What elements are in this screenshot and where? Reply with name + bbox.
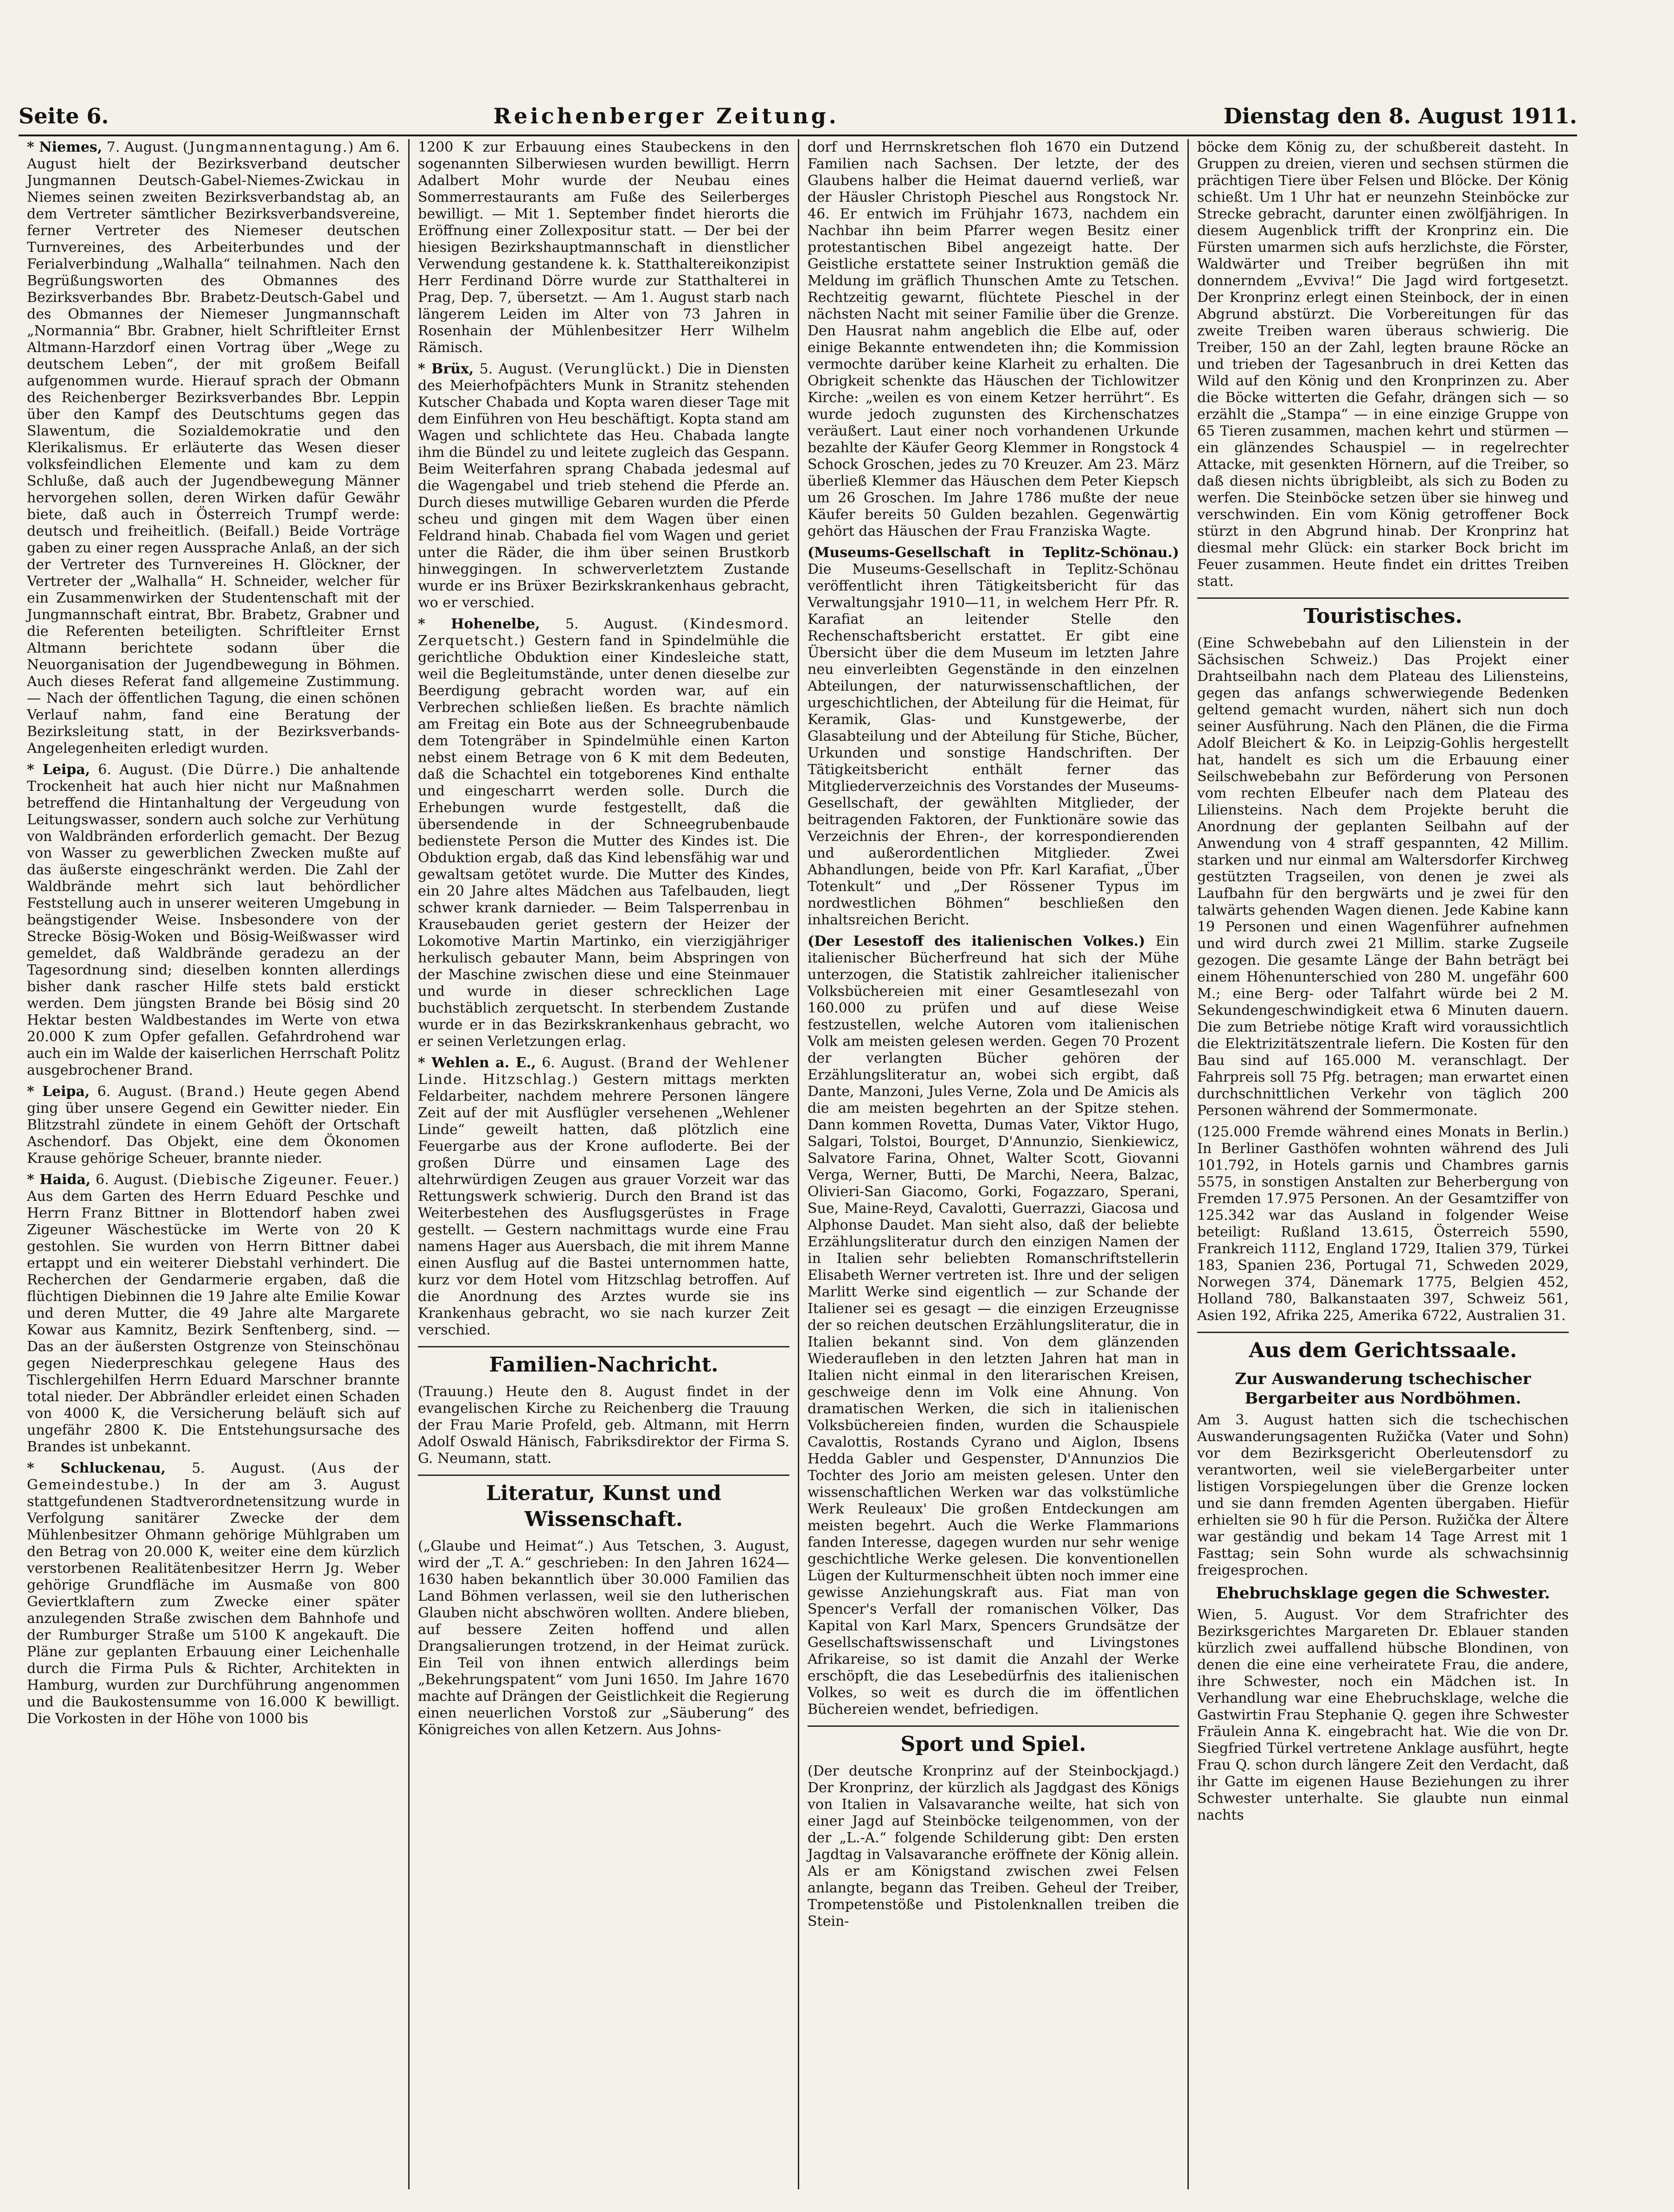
- item-text: Ein italienischer Bücherfreund hat sich der Mühe unterzogen, die Statistik zahlreicher italienischer Volksbüchereien mit einer Gesamtlesezahl von 160.000 zu prüfen und auf diese Weise festzustellen, welche Autoren vom italienischen Volk am meisten gelesen werden. Gegen 70 Prozent der verlangten Bücher gehören der Erzählungsliteratur an, wobei sich ergibt, daß Dante, Manzoni, Jules Verne, Zola und De Amicis als die am meisten begehrten an der Spitze stehen. Dann kommen Rovetta, Dumas Vater, Viktor Hugo, Salgari, Tolstoi, Bourget, D'Annunzio, Sienkiewicz, Salvatore Farina, Ohnet, Walter Scott, Giovanni Verga, Werner, Butti, De Marchi, Neera, Balzac, Olivieri-San Giacomo, Gorki, Fogazzaro, Sperani, Sue, Maine-Reyd, Cavalotti, Guerrazzi, Giacosa und Alphonse Daudet. Man sieht also, daß der beliebte Erzählungsliteratur durch den einzigen Namen der in Italien sehr beliebten Romanschriftstellerin Elisabeth Werner vertreten ist. Ihre und der seligen Marlitt Werke sind eigentlich — zur Schande der Italiener sei es gesagt — die einzigen Erzeugnisse der so reichen deutschen Erzählungsliteratur, die in Italien bekannt sind. Von dem glänzenden Wiederaufleben in den letzten Jahren hat man in Italien nicht einmal in den literarischen Kreisen, geschweige denn im Volk eine Ahnung. Von dramatischen Werken, die sich in italienischen Volksbüchereien finden, wurden die Schauspiele Cavalottis, Rostands Cyrano und Aiglon, Ibsens Hedda Gabler und Gespenster, D'Annunzios Die Tochter des Jorio am meisten gelesen. Unter den wissenschaftlichen Werken war das volkstümliche Werk Reuleaux' Die großen Entdeckungen am meisten begehrt. Auch die Werke Flammarions fanden Interesse, dagegen wurden nur sehr wenige geschichtliche Werke gelesen. Die konventionellen Lügen der Kulturmenschheit übten noch immer eine gewisse Anziehungskraft aus. Fiat man von Spencer's Verfall der romanischen Völker, Das Kapital von Karl Marx, Spencers Grundsätze der Gesellschaftswissenschaft und Livingstones Afrikareise, so ist damit die Anzahl der Werke erschöpft, die das Lesebedürfnis des italienischen Volkes, so weit es durch die im öffentlichen Büchereien wendet, befriedigen.: [808, 933, 1179, 1718]
- page-number: Seite 6.: [19, 103, 109, 128]
- court-subhead-2: Ehebruchsklage gegen die Schwester.: [1216, 1584, 1550, 1603]
- dateline-place: * Haida,: [27, 1172, 91, 1188]
- dateline-date: 6. August.: [97, 1084, 173, 1100]
- page-header: [19, 97, 1577, 136]
- item-text: Aus dem Garten des Herrn Eduard Peschke und Herrn Franz Bittner in Blottendorf haben zwei Zigeuner Wäschestücke im Werte von 20 K gestohlen. Sie wurden von Herrn Bittner dabei ertappt und ein weiterer Diebstahl verhindert. Die Recherchen der Gendarmerie ergaben, daß die flüchtigen Diebinnen die 19 Jahre alte Emilie Kowar und deren Mutter, die 49 Jahre alte Margarete Kowar aus Kamnitz, Bezirk Senftenberg, sind. — Das an der äußersten Ostgrenze von Steinschönau gegen Niederpreschkau gelegene Haus des Tischlergehilfen Herrn Eduard Marschner brannte total nieder. Der Abbrändler erleidet einen Schaden von 4000 K, die Versicherung beläuft sich auf ungefähr 2800 K. Die Entstehungsursache des Brandes ist unbekannt.: [27, 1188, 400, 1455]
- issue-date: Dienstag den 8. August 1911.: [1223, 103, 1577, 128]
- court-item-2: Wien, 5. August. Vor dem Strafrichter des Bezirksgerichtes Margareten Dr. Eblauer standen kürzlich zwei auffallend hübsche Blondinen, von denen die eine eine verheiratete Frau, die andere, ihre Schwester, noch ein Mädchen ist. In Verhandlung war eine Ehebruchsklage, welche die Gastwirtin Frau Stephanie Q. gegen ihre Schwester Fräulein Anna K. eingebracht hat. Wie die von Dr. Siegfried Türkel vertretene Anklage ausführt, hegte Frau Q. schon durch längere Zeit den Verdacht, daß ihr Gatte im eigenen Hause Beziehungen zu ihrer Schwester unterhalte. Sie glaubte nun einmal nachts: [1197, 1607, 1569, 1823]
- item-text: Gestern mittags merkten Feldarbeiter, nachdem mehrere Personen längere Zeit auf der mit Ausflügler versehenen „Wehlener Linde“ geweilt hatten, daß plötzlich eine Feuergarbe aus der Krone aufloderte. Bei der großen Dürre und einsamen Lage des altehrwürdigen Zeugen aus grauer Vorzeit war das Rettungswerk schwierig. Durch den Brand ist das Weiterbestehen des Ausflugsgerüstes in Frage gestellt. — Gestern nachmittags wurde eine Frau namens Hager aus Auersbach, die mit ihrem Manne einen Ausflug auf die Bastei unternommen hatte, kurz vor dem Hotel vom Hitzschlag betroffen. Auf die Anordnung des Arztes wurde sie ins Krankenhaus gebracht, wo sie nach kurzer Zeit verschied.: [418, 1071, 789, 1338]
- dateline-date: 5. August.: [565, 616, 658, 632]
- column-1: [19, 139, 408, 2189]
- item-text: Gestern fand in Spindelmühle die gerichtliche Obduktion einer Kindesleiche statt, weil die Begleitumstände, unter denen dieselbe zur Beerdigung gebracht worden war, auf ein Verbrechen schließen ließen. Es brachte nämlich am Freitag ein Bote aus der Schneegrubenbaude dem Totengräber in Spindelmühle einen Karton nebst einem Betrage von 6 K mit dem Bedeuten, daß die Schachtel ein totgeborenes Kind enthalte und eingescharrt werden solle. Durch die Erhebungen wurde festgestellt, daß die übersendende in der Schneegrubenbaude bedienstete Person die Mutter des Kindes ist. Die Obduktion ergab, daß das Kind lebensfähig war und gewaltsam getötet wurde. Die Mutter des Kindes, ein 20 Jahre altes Mädchen aus Tafelbauden, liegt schwer krank darnieder. — Beim Talsperrenbau in Krausebauden geriet gestern der Heizer der Lokomotive Martin Martinko, ein vierzigjähriger herkulisch gebauter Mann, beim Abspringen von der Maschine zwischen diese und eine Steinmauer und wurde in dieser schrecklichen Lage buchstäblich zerquetscht. In sterbendem Zustande wurde er in das Bezirkskrankenhaus gebracht, wo er seinen Verletzungen erlag.: [418, 633, 789, 1050]
- news-item: [27, 1172, 400, 1455]
- column-4: [1187, 139, 1577, 2189]
- sport-item: (Der deutsche Kronprinz auf der Steinbockjagd.) Der Kronprinz, der kürzlich als Jagdgast des Königs von Italien in Valsavaranche weilte, hat sich von einer Jagd auf Steinböcke teilgenommen, von der der „L.-A.“ folgende Schilderung gibt: Den ersten Jagdtag in Valsavaranche eröffnete der König allein. Als er am Königstand zwischen zwei Felsen anlangte, begann das Treiben. Geheul der Treiber, Trompetenstöße und Pistolenknallen treiben die Stein-: [808, 1763, 1179, 1930]
- item-headline: (Aus der Gemeindestube.): [27, 1460, 400, 1493]
- dateline-place: (Der Lesestoff des italienischen Volkes.): [808, 933, 1145, 949]
- item-headline: (Jungmannentagung.): [183, 139, 355, 155]
- news-item: [27, 1084, 400, 1167]
- news-item: [808, 139, 1179, 540]
- news-item: [418, 139, 789, 356]
- item-text: Die in Diensten des Meierhofpächters Munk in Stranitz stehenden Kutscher Chabada und Kopta waren dieser Tage mit dem Einführen von Heu beschäftigt. Kopta stand am Wagen und schlichtete das Heu. Chabada langte ihm die Bündel zu und leitete zugleich das Gespann. Beim Weiterfahren sprang Chabada jedesmal auf die Wagengabel und trieb stehend die Pferde an. Durch dieses mutwillige Gebaren wurden die Pferde scheu und gingen mit dem Wagen über einen Feldrand hinab. Chabada fiel vom Wagen und geriet unter die Räder, die ihm über seinen Brustkorb hinweggingen. In schwerverletztem Zustande wurde er ins Brüxer Bezirkskrankenhaus gebracht, wo er verschied.: [418, 361, 789, 611]
- dateline-place: * Brüx,: [418, 361, 474, 377]
- item-text: Heute gegen Abend ging über unsere Gegend ein Gewitter nieder. Ein Blitzstrahl zündete in einem Gehöft der Ortschaft Aschendorf. Das Objekt, eine dem Ökonomen Krause gehörige Scheuer, brannte nieder.: [27, 1084, 400, 1167]
- dateline-place: * Hohenelbe,: [418, 616, 540, 632]
- section-title-court: Aus dem Gerichtssaale.: [1197, 1332, 1569, 1364]
- item-headline: (Die Dürre.): [181, 762, 282, 778]
- dateline-date: 7. August.: [106, 139, 179, 155]
- dateline-date: 6. August.: [542, 1055, 615, 1071]
- column-3: [798, 139, 1187, 2189]
- court-item: Am 3. August hatten sich die tschechischen Auswanderungsagenten Ružička (Vater und Sohn) vor dem Bezirksgericht Oberleutensdorf zu verantworten, weil sie vieleBergarbeiter unter listigen Vorspiegelungen über die Grenze locken und sie dann fremden Agenten übergaben. Hiefür erhielten sie 90 h für die Person. Ružička der Ältere war geständig und bekam 14 Tage Arrest mit 1 Fasttag; sein Sohn wurde als schwachsinnig freigesprochen.: [1197, 1412, 1569, 1578]
- item-text: böcke dem König zu, der schußbereit dasteht. In Gruppen zu dreien, vieren und sechsen stürmen die prächtigen Tiere über Felsen und Blöcke. Der König schießt. Um 1 Uhr hat er neunzehn Steinböcke zur Strecke gebracht, darunter einen zwölfjährigen. In diesem Augenblick trifft der Kronprinz ein. Die Fürsten umarmen sich aufs herzlichste, die Förster, Waldwärter und Treiber begrüßen ihn mit donnerndem „Evviva!“ Die Jagd wird fortgesetzt. Der Kronprinz erlegt einen Steinbock, der in einen Abgrund abstürzt. Die Vorbereitungen für das zweite Treiben waren überaus schwierig. Die Treiber, 150 an der Zahl, legten braune Röcke an und trieben der Tagesanbruch in drei Ketten das Wild auf den König und den Kronprinzen zu. Aber die Böcke witterten die Gefahr, drängen sich — so erzählt die „Stampa“ — in eine einzige Gruppe von 65 Tieren zusammen, machen kehrt und stürmen — ein glänzendes Schauspiel — in regelrechter Attacke, mit gesenkten Hörnern, auf die Treiber, so daß diesen nichts übrigbleibt, als sich zu Boden zu werfen. Die Steinböcke setzen über sie hinweg und verschwinden. Ein vom König getroffener Bock stürzt in den Abgrund hinab. Der Kronprinz hat diesmal mehr Glück: ein starker Bock bricht im Feuer zusammen. Heute findet ein drittes Treiben statt.: [1197, 139, 1569, 590]
- news-item: [1197, 139, 1569, 590]
- dateline-date: 5. August.: [479, 361, 553, 377]
- literature-item: („Glaube und Heimat“.) Aus Tetschen, 3. August, wird der „T. A.“ geschrieben: In den Jahren 1624—1630 haben bekanntlich über 30.000 Familien das Land Böhmen verlassen, weil sie den lutherischen Glauben nicht abschwören wollten. Andere blieben, auf bessere Zeiten hoffend und allen Drangsalierungen trotzend, in der Heimat zurück. Ein Teil von ihnen entwich allerdings beim „Bekehrungspatent“ vom Juni 1650. Im Jahre 1670 machte auf Drängen der Geistlichkeit die Regierung einen neuerlichen Vorstoß zur „Säuberung“ des Königreiches von allen Ketzern. Aus Johns-: [418, 1538, 789, 1738]
- news-item: [808, 545, 1179, 929]
- tourism-item: (Eine Schwebebahn auf den Lilienstein in der Sächsischen Schweiz.) Das Projekt einer Drahtseilbahn nach dem Plateau des Liliensteins, gegen das anfangs schwerwiegende Bedenken geltend gemacht wurden, nähert sich nun doch seiner Ausführung. Nach den Plänen, die die Firma Adolf Bleichert & Ko. in Leipzig-Gohlis hergestellt hat, handelt es sich um die Erbauung einer Seilschwebebahn zur Beförderung von Personen vom rechten Elbeufer nach dem Plateau des Liliensteins. Nach dem Projekte beruht die Anordnung der geplanten Seilbahn auf der Anwendung von 4 straff gespannten, 42 Millim. starken und nur einmal am Waltersdorfer Kirchweg gestützten Tragseilen, von denen je zwei als Laufbahn für den bergwärts und je zwei für den talwärts gehenden Wagen dienen. Jede Kabine kann 19 Personen und einen Wagenführer aufnehmen und wird durch zwei 21 Millim. starke Zugseile gezogen. Die gesamte Länge der Bahn beträgt bei einem Höhenunterschied von 280 M. ungefähr 600 M.; eine Berg- oder Talfahrt würde bei 2 M. Sekundengeschwindigkeit etwa 6 Minuten dauern. Die zum Betriebe nötige Kraft wird voraussichtlich die Elektrizitätszentrale liefern. Die Kosten für den Bau sind auf 165.000 M. veranschlagt. Der Fahrpreis soll 75 Pfg. betragen; man erwartet einen durchschnittlichen Verkehr von täglich 200 Personen während der Sommermonate.: [1197, 635, 1569, 1119]
- section-title-sport: Sport und Spiel.: [808, 1725, 1179, 1757]
- dateline-place: * Wehlen a. E.,: [418, 1055, 536, 1071]
- dateline-date: 6. August.: [96, 1172, 168, 1188]
- news-item: [808, 933, 1179, 1718]
- item-text: Die Museums-Gesellschaft in Teplitz-Schönau veröffentlicht ihren Tätigkeitsbericht für das Verwaltungsjahr 1910—11, in welchem Herr Pfr. R. Karafiat an leitender Stelle den Rechenschaftsbericht erstattet. Er gibt eine Übersicht über die dem Museum im letzten Jahre neu einverleibten Gegenstände in den einzelnen Abteilungen, der naturwissenschaftlichen, der urgeschichtlichen, der Abteilung für die Heimat, für Keramik, Glas- und Kunstgewerbe, der Glasabteilung und der Abteilung für Stiche, Bücher, Urkunden und sonstige Handschriften. Der Tätigkeitsbericht enthält ferner das Mitgliederverzeichnis des Vorstandes der Museums-Gesellschaft, der gewählten Mitglieder, der beitragenden Faktoren, der Funktionäre sowie das Verzeichnis der Ehren-, der korrespondierenden und außerordentlichen Mitglieder. Zwei Abhandlungen, beide von Pfr. Karl Karafiat, „Über Totenkult“ und „Der Rössener Typus im nordwestlichen Böhmen“ beschließen den inhaltsreichen Bericht.: [808, 561, 1179, 928]
- dateline-place: * Niemes,: [27, 139, 103, 155]
- column-2: [408, 139, 798, 2189]
- news-item: [27, 762, 400, 1079]
- dateline-place: * Leipa,: [27, 1084, 90, 1100]
- item-headline: (Diebische Zigeuner. Feuer.): [173, 1172, 400, 1188]
- newspaper-title: Reichenberger Zeitung.: [493, 103, 839, 128]
- news-item: [418, 616, 789, 1050]
- dateline-place: * Schluckenau,: [27, 1460, 166, 1476]
- dateline-place: * Leipa,: [27, 762, 90, 778]
- item-text: In der am 3. August stattgefundenen Stadtverordnetensitzung wurde in Verfolgung sanitärer Zwecke der dem Mühlenbesitzer Ohmann gehörige Mühlgraben um den Betrag von 20.000 K, weiter eine dem kürzlich verstorbenen Realitätenbesitzer Herrn Jg. Weber gehörige Grundfläche im Ausmaße von 800 Geviertklaftern zum Zwecke einer später anzulegenden Straße zwischen dem Bahnhofe und der Rumburger Straße um 5100 K angekauft. Die Pläne zur geplanten Erbauung einer Leichenhalle durch die Firma Puls & Richter, Architekten in Hamburg, wurden zur Durchführung angenommen und die Baukostensumme von 16.000 K bewilligt. Die Vorkosten in der Höhe von 1000 bis: [27, 1477, 400, 1727]
- news-item: [418, 1055, 789, 1339]
- item-headline: (Verunglückt.): [558, 361, 673, 377]
- tourism-item: (125.000 Fremde während eines Monats in Berlin.) In Berliner Gasthöfen wohnten während des Juli 101.792, in Hotels garnis und Chambres garnis 5575, in sonstigen Anstalten zur Beherbergung von Fremden 17.975 Personen. An der Gesamtziffer von 125.342 war das Ausland in folgender Weise beteiligt: Rußland 13.615, Österreich 5590, Frankreich 1112, England 1729, Italien 379, Türkei 183, Spanien 236, Portugal 71, Schweden 2029, Norwegen 374, Dänemark 1775, Belgien 452, Holland 780, Balkanstaaten 397, Schweiz 561, Asien 192, Afrika 225, Amerika 6722, Australien 31.: [1197, 1124, 1569, 1324]
- dateline-place: (Museums-Gesellschaft in Teplitz-Schönau.): [808, 545, 1179, 561]
- court-subhead: Zur Auswanderung tschechischer Bergarbeiter aus Nordböhmen.: [1235, 1370, 1531, 1408]
- dateline-date: 5. August.: [192, 1460, 285, 1476]
- item-text: dorf und Herrnskretschen floh 1670 ein Dutzend Familien nach Sachsen. Der letzte, der des Glaubens halber die Heimat dauernd verließ, war der Häusler Christoph Pieschel aus Rongstock Nr. 46. Er entwich im Frühjahr 1673, nachdem ein Nachbar ihn beim Pfarrer wegen Besitz einer protestantischen Bibel angezeigt hatte. Der Geistliche erstattete seiner Instruktion gemäß die Meldung im gräflich Thunschen Amte zu Tetschen. Rechtzeitig gewarnt, flüchtete Pieschel in der nächsten Nacht mit seiner Familie über die Grenze. Den Hausrat nahm angeblich die Elbe auf, oder einige Bekannte entwendeten ihn; die Kommission vermochte darüber keine Klarheit zu erhalten. Die Obrigkeit schenkte das Häuschen der Tichlowitzer Kirche: „weilen es von einem Ketzer herrührt“. Es wurde jedoch zugunsten des Kirchenschatzes veräußert. Laut einer noch vorhandenen Urkunde bezahlte der Käufer Georg Klemmer in Rongstock 4 Schock Groschen, jedes zu 70 Kreuzer. Am 23. März überließ Klemmer das Häuschen dem Peter Kiepsch um 26 Groschen. Im Jahre 1786 mußte der neue Käufer bereits 50 Gulden bezahlen. Gegenwärtig gehört das Häuschen der Frau Franziska Wagte.: [808, 139, 1179, 539]
- news-item: [27, 1460, 400, 1727]
- family-notice: (Trauung.) Heute den 8. August findet in der evangelischen Kirche zu Reichenberg die Trauung der Frau Marie Profeld, geb. Altmann, mit Herrn Adolf Oswald Hänisch, Fabriksdirektor der Firma S. G. Neumann, statt.: [418, 1384, 789, 1467]
- item-headline: (Brand der Wehlener Linde. Hitzschlag.): [418, 1055, 789, 1088]
- section-title-tourism: Touristisches.: [1197, 597, 1569, 629]
- news-item: [27, 139, 400, 757]
- item-headline: (Brand.): [180, 1084, 246, 1100]
- section-title-family: Familien-Nachricht.: [418, 1346, 789, 1378]
- dateline-date: 6. August.: [98, 762, 173, 778]
- section-title-literature: Literatur, Kunst und Wissenschaft.: [418, 1475, 789, 1532]
- news-item: [418, 361, 789, 611]
- item-text: Am 6. August hielt der Bezirksverband deutscher Jungmannen Deutsch-Gabel-Niemes-Zwickau in Niemes seinen zweiten Bezirksverbandstag ab, an dem Vertreter sämtlicher Bezirksverbandsvereine, ferner Vertreter des Niemeser deutschen Turnvereines, des Arbeiterbundes und der Ferialverbindung „Walhalla“ teilnahmen. Nach den Begrüßungsworten des Obmannes des Bezirksverbandes Bbr. Brabetz-Deutsch-Gabel und des Obmannes der Niemeser Jungmannschaft „Normannia“ Bbr. Grabner, hielt Schriftleiter Ernst Altmann-Harzdorf einen Vortrag über „Wege zu deutschem Leben“, der mit großem Beifall aufgenommen wurde. Hierauf sprach der Obmann des Reichenberger Bezirksverbandes Bbr. Leppin über den Kampf des Deutschtums gegen das Slawentum, die Sozialdemokratie und den Klerikalismus. Er erläuterte das Wesen dieser volksfeindlichen Elemente und kam zu dem Schluße, daß auch der Jugendbewegung Männer hervorgehen sollen, deren Wirken dafür Gewähr biete, daß auch in Österreich Trumpf werde: deutsch und freiheitlich. (Beifall.) Beide Vorträge gaben zu einer regen Aussprache Anlaß, an der sich der Vertreter des Turnvereines H. Glöckner, der Vertreter der „Walhalla“ H. Schneider, welcher für ein Zusammenwirken der Studentenschaft mit der Jungmannschaft eintrat, Bbr. Brabetz, Grabner und die Referenten beteiligten. Schriftleiter Ernst Altmann berichtete sodann über die Neuorganisation der Jugendbewegung in Böhmen. Auch dieses Referat fand allgemeine Zustimmung. — Nach der öffentlichen Tagung, die einen schönen Verlauf nahm, fand eine Beratung der Bezirksleitung statt, in der Bezirksverbands-Angelegenheiten erledigt wurden.: [27, 139, 400, 757]
- item-text: Die anhaltende Trockenheit hat auch hier nicht nur Maßnahmen betreffend die Hintanhaltung der Vergeudung von Leitungswasser, sondern auch solche zur Verhütung von Waldbränden erforderlich gemacht. Der Bezug von Wasser zu gewerblichen Zwecken mußte auf das äußerste eingeschränkt werden. Die Zahl der Waldbrände mehrt sich laut behördlicher Feststellung auch in unserer weiteren Umgebung in beängstigender Weise. Insbesondere von der Strecke Bösig-Woken und Bösig-Weißwasser wird gemeldet, daß Waldbrände geradezu an der Tagesordnung sind; dieselben konnten allerdings bisher dank rascher Hilfe stets bald erstickt werden. Dem jüngsten Brande bei Bösig sind 20 Hektar besten Waldbestandes im Werte von etwa 20.000 K zum Opfer gefallen. Gefahrdrohend war auch ein im Walde der kaiserlichen Herrschaft Politz ausgebrochener Brand.: [27, 762, 400, 1078]
- item-headline: (Kindesmord. Zerquetscht.): [418, 616, 789, 649]
- item-text: 1200 K zur Erbauung eines Staubeckens in den sogenannten Silberwiesen wurden bewilligt. Herrn Adalbert Mohr wurde der Neubau eines Sommerrestaurants am Fuße des Seilerberges bewilligt. — Mit 1. September findet hierorts die Eröffnung einer Zollexpositur statt. — Der bei der hiesigen Bezirkshauptmannschaft in dienstlicher Verwendung gestandene k. k. Statthaltereikonzipist Herr Ferdinand Dörre wurde zur Statthalterei in Prag, Dep. 7, übersetzt. — Am 1. August starb nach längerem Leiden im Alter von 73 Jahren in Rosenhain der Mühlenbesitzer Herr Wilhelm Rämisch.: [418, 139, 789, 356]
- columns: [19, 139, 1577, 2189]
